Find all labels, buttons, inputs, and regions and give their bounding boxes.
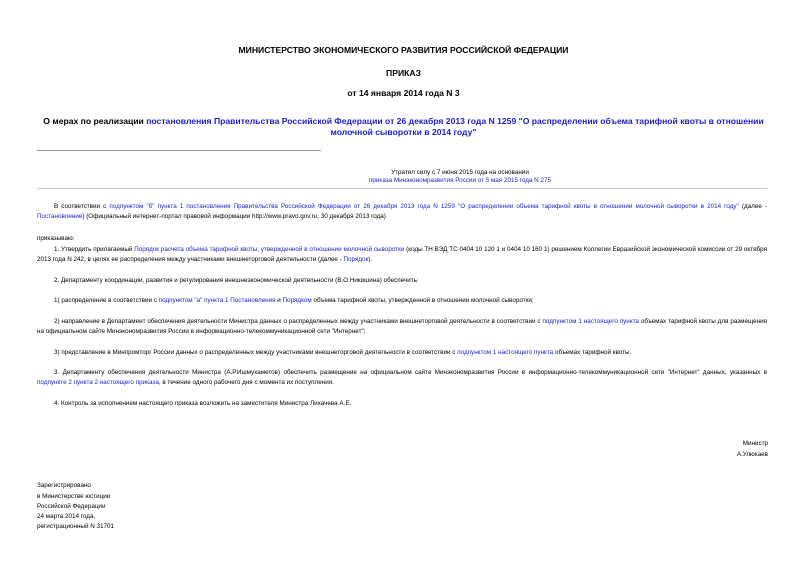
- signature-position: Министр: [742, 440, 768, 447]
- item2-3-subpoint-link[interactable]: подпунктом 1 настоящего пункта: [457, 349, 554, 356]
- ministry-heading: МИНИСТЕРСТВО ЭКОНОМИЧЕСКОГО РАЗВИТИЯ РОССИЙСКОЙ ФЕДЕРАЦИИ: [238, 45, 569, 55]
- registration-line-3: Российской Федерации: [37, 503, 106, 510]
- lost-force-link-line: [250, 176, 670, 186]
- registration-line-4: 24 марта 2014 года,: [37, 513, 96, 520]
- item1-text-3: ).: [368, 256, 373, 263]
- item2-2-text-2: объемах тарифной квоты для размещения на официальном сайте Минэкономразвития России в информационно-телекоммуникационной сети "Интернет";: [37, 318, 767, 335]
- registration-line-2: в Министерстве юстиции: [37, 493, 111, 500]
- item2-3-text-1: 3) представление в Минпромторг России данных о распределенных между участниками внешнеторговой деятельности в соответствии с: [54, 349, 458, 356]
- intro-paragraph: [37, 202, 767, 222]
- intro-decree-link[interactable]: подпунктом "б" пункта 1 постановления Правительства Российской Федерации от 26 декабря 2013 года N 1259 "О распределении объема тарифной квоты в отношении молочной сыворотки в 2014 году": [109, 203, 739, 210]
- item-2: 2. Департаменту координации, развития и регулирования внешнеэкономической деятельности (В.О.Никишина) обеспечить:: [54, 277, 419, 284]
- registration-line-1: Зарегистрировано: [37, 482, 91, 489]
- intro-text-2: (далее -: [738, 203, 767, 210]
- item-1: [37, 245, 767, 265]
- title-decree-link[interactable]: постановления Правительства Российской Федерации от 26 декабря 2013 года N 1259 "О распределении объема тарифной квоты в отношении молочной сыворотки в 2014 году": [146, 116, 764, 137]
- item2-1-text-2: и: [275, 297, 283, 304]
- item2-1-decree-link[interactable]: подпунктом "а" пункта 1 Постановления: [158, 297, 276, 304]
- item2-1-text-1: 1) распределение в соответствии с: [54, 297, 159, 304]
- signature-name: А.Улюкаев: [736, 451, 768, 458]
- item3-text-2: , в течение одного рабочего дня с момента их поступления.: [158, 379, 334, 386]
- order-word: приказываю:: [37, 235, 75, 242]
- item-4: 4. Контроль за исполнением настоящего приказа возложить на заместителя Министра Лихачева А.Е.: [54, 400, 352, 407]
- lost-force-order-link[interactable]: приказа Минэкономразвития России от 5 мая 2015 года N 275: [369, 177, 551, 184]
- doc-date-number: от 14 января 2014 года N 3: [347, 88, 460, 98]
- registration-line-5: регистрационный N 31701: [37, 523, 115, 530]
- item-2-2: [37, 317, 767, 337]
- item1-text-1: 1. Утвердить прилагаемый: [54, 246, 135, 253]
- item1-procedure-link[interactable]: Порядок расчета объема тарифной квоты, утвержденной в отношении молочной сыворотки: [134, 246, 405, 253]
- lost-force-note: Утратил силу с 7 июня 2015 года на основании: [391, 169, 529, 176]
- divider-long: [37, 188, 767, 189]
- doc-title: [40, 116, 767, 138]
- title-prefix: О мерах по реализации: [43, 116, 147, 126]
- item3-text-1: 3. Департаменту обеспечения деятельности Министра (А.Р.Ишмухаметов) обеспечить размещение на официальном сайте Минэкономразвития России в информационно-телекоммуникационной сети "Интернет" данных, указанных в: [54, 369, 767, 376]
- item-2-3: [37, 348, 767, 358]
- item2-1-procedure-link[interactable]: Порядком: [282, 297, 312, 304]
- intro-decree-short-link[interactable]: Постановление: [37, 213, 83, 220]
- item3-subpoint-link[interactable]: подпункте 2 пункта 2 настоящего приказа: [37, 379, 159, 386]
- item2-3-text-2: объемах тарифной квоты.: [553, 349, 632, 356]
- item2-2-text-1: 2) направление в Департамент обеспечения деятельности Министра данных о распределенных между участниками внешнеторговой деятельности в соответствии с: [54, 318, 543, 325]
- intro-text-1: В соответствии с: [54, 203, 110, 210]
- intro-text-3: ) (Официальный интернет-портал правовой информации http://www.pravo.gov.ru, 30 декабря 2013 года): [82, 213, 386, 220]
- item-2-1: [37, 296, 767, 306]
- item1-procedure-short-link[interactable]: Порядок: [343, 256, 369, 263]
- item1-text-2: (коды ТН ВЭД ТС 0404 10 120 1 и 0404 10 160 1) решением Коллегии Евразийской экономической комиссии от 29 октября 2013 года N 242, в целях ее распределения между участниками внешнеторговой деятельности (далее -: [37, 246, 767, 263]
- doc-type-heading: ПРИКАЗ: [386, 68, 421, 78]
- divider-short: [37, 150, 321, 151]
- item-3: [37, 368, 767, 388]
- item2-2-subpoint-link[interactable]: подпунктом 1 настоящего пункта: [542, 318, 639, 325]
- item2-1-text-3: объема тарифной квоты, утвержденной в отношении молочной сыворотки;: [311, 297, 534, 304]
